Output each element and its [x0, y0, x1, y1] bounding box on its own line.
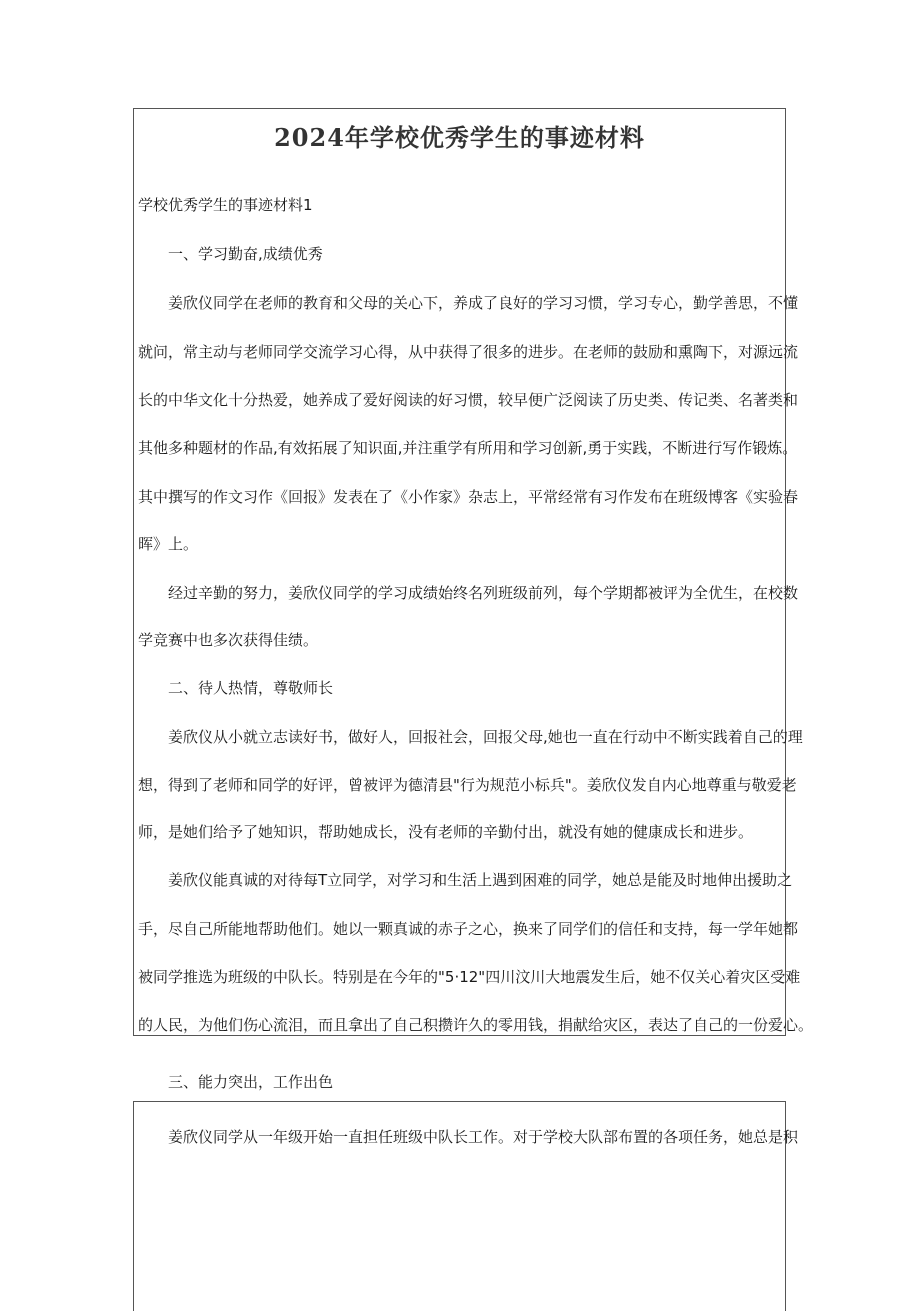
paragraph-line: 姜欣仪同学从一年级开始一直担任班级中队长工作。对于学校大队部布置的各项任务，她总是积 — [168, 1128, 799, 1146]
paragraph-line: 手，尽自己所能地帮助他们。她以一颗真诚的赤子之心，换来了同学们的信任和支持，每一学年她都 — [138, 920, 799, 938]
document-title: 2024年学校优秀学生的事迹材料 — [274, 123, 645, 152]
section-heading-3: 三、能力突出，工作出色 — [168, 1073, 334, 1091]
paragraph-line: 师，是她们给予了她知识，帮助她成长，没有老师的辛勤付出，就没有她的健康成长和进步。 — [138, 823, 754, 841]
paragraph-line: 姜欣仪能真诚的对待每T立同学，对学习和生活上遇到困难的同学，她总是能及时地伸出援助之 — [168, 871, 793, 889]
paragraph-line: 姜欣仪从小就立志读好书，做好人，回报社会，回报父母,她也一直在行动中不断实践着自己的理 — [168, 728, 803, 746]
subtitle: 学校优秀学生的事迹材料1 — [138, 196, 313, 214]
section-heading-2: 二、待人热情，尊敬师长 — [168, 679, 334, 697]
paragraph-line: 经过辛勤的努力，姜欣仪同学的学习成绩始终名列班级前列，每个学期都被评为全优生，在校数 — [168, 584, 799, 602]
paragraph-line: 长的中华文化十分热爱，她养成了爱好阅读的好习惯，较早便广泛阅读了历史类、传记类、名著类和 — [138, 391, 799, 409]
paragraph-line: 其中撰写的作文习作《回报》发表在了《小作家》杂志上，平常经常有习作发布在班级博客《实验春 — [138, 488, 799, 506]
paragraph-line: 的人民，为他们伤心流泪，而且拿出了自己积攒许久的零用钱，捐献给灾区，表达了自己的一份爱心。 — [138, 1016, 814, 1034]
paragraph-line: 想，得到了老师和同学的好评，曾被评为德清县"行为规范小标兵"。姜欣仪发自内心地尊重与敬爱老 — [138, 776, 797, 794]
paragraph-line: 就问，常主动与老师同学交流学习心得，从中获得了很多的进步。在老师的鼓励和熏陶下，对源远流 — [138, 343, 799, 361]
paragraph-line: 学竞赛中也多次获得佳绩。 — [138, 631, 319, 649]
paragraph-line: 被同学推选为班级的中队长。特别是在今年的"5·12"四川汶川大地震发生后，她不仅关心着灾区受难 — [138, 968, 801, 986]
section-heading-1: 一、学习勤奋,成绩优秀 — [168, 245, 323, 263]
paragraph-line: 其他多种题材的作品,有效拓展了知识面,并注重学有所用和学习创新,勇于实践，不断进行写作锻炼。 — [138, 439, 798, 457]
paragraph-line: 晖》上。 — [138, 535, 199, 553]
paragraph-line: 姜欣仪同学在老师的教育和父母的关心下，养成了良好的学习习惯，学习专心，勤学善思，不懂 — [168, 294, 799, 312]
